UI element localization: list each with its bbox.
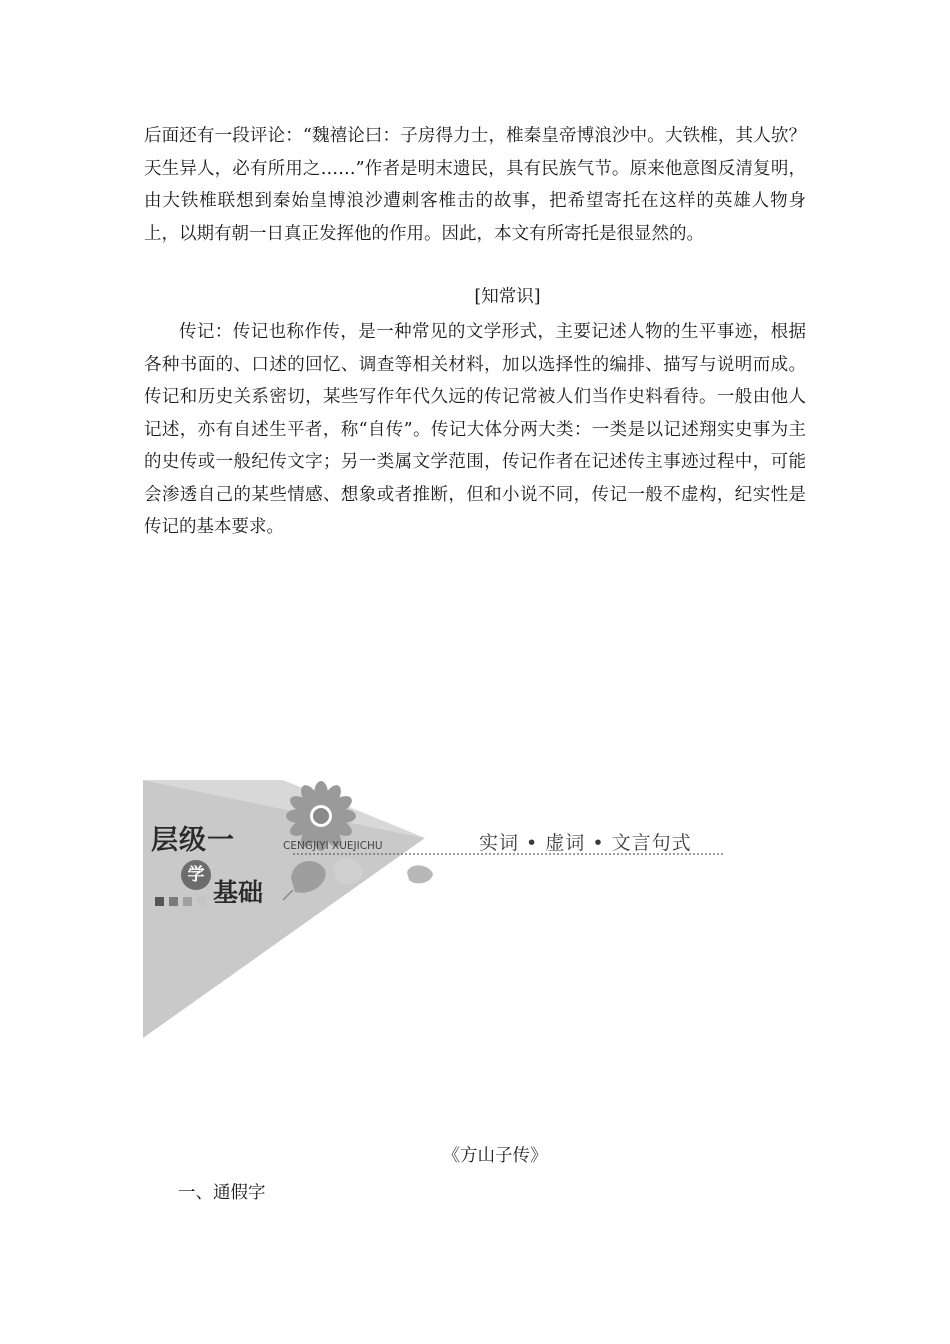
section-banner (143, 778, 743, 1040)
biography-paragraph: 传记：传记也称作传，是一种常见的文学形式，主要记述人物的生平事迹，根据各种书面的、口述的回忆、调查等相关材料，加以选择性的编排、描写与说明而成。传记和历史关系密切，某些写作年代久远的传记常被人们当作史料看待。一般由他人记述，亦有自述生平者，称“自传”。传记大体分两大类：一类是以记述翔实史事为主的史传或一般纪传文字；另一类属文学范围，传记作者在记述传主事迹过程中，可能会渗透自己的某些情感、想象或者推断，但和小说不同，传记一般不虚构，纪实性是传记的基本要求。 (144, 322, 806, 537)
banner-jichu-label: 基础 (213, 878, 264, 907)
banner-xue-badge: 学 (181, 860, 211, 890)
banner-level-label: 层级一 (151, 825, 235, 856)
banner-square (197, 897, 206, 906)
banner-pinyin: CENGJIYI XUEJICHU (283, 840, 383, 852)
banner-square (183, 897, 192, 906)
item-heading: 一、通假字 (178, 1183, 266, 1203)
banner-subtitle: 实词 • 虚词 • 文言句式 (479, 832, 692, 854)
intro-paragraph: 后面还有一段评论：“魏禧论曰：子房得力士，椎秦皇帝博浪沙中。大铁椎，其人欤？天生异人，必有所用之……”作者是明末遗民，具有民族气节。原来他意图反清复明，由大铁椎联想到秦始皇博浪沙遭刺客椎击的故事，把希望寄托在这样的英雄人物身上，以期有朝一日真正发挥他的作用。因此，本文有所寄托是很显然的。 (144, 126, 806, 244)
work-title: 《方山子传》 (442, 1146, 548, 1166)
banner-square (155, 897, 164, 906)
section-heading: [知常识] (474, 287, 541, 307)
banner-square (169, 897, 178, 906)
